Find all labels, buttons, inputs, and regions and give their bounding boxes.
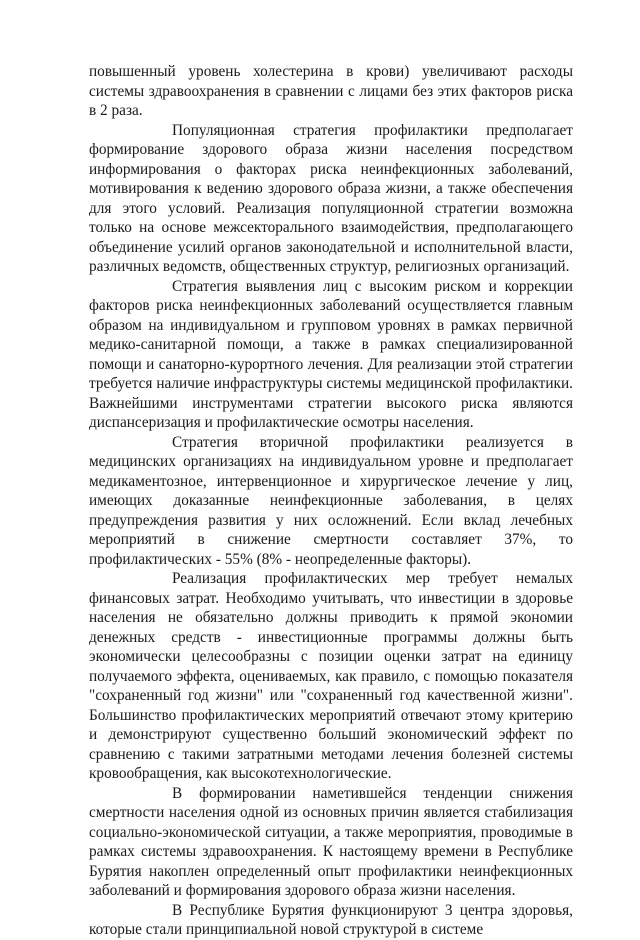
- document-body: [89, 62, 573, 940]
- paragraph-health-centers: В Республике Бурятия функционируют 3 центра здоровья, которые стали принципиальной новой структурой в системе: [89, 901, 573, 938]
- paragraph-continued: повышенный уровень холестерина в крови) увеличивают расходы системы здравоохранения в сравнении с лицами без этих факторов риска в 2 раза.: [89, 63, 573, 119]
- paragraph-financial-costs: Реализация профилактических мер требует немалых финансовых затрат. Необходимо учитывать, что инвестиции в здоровье населения не обязательно должны приводить к прямой экономии денежных средств - инвестиционные программы должны быть экономически целесообразны с позиции оценки затрат на единицу получаемого эффекта, оцениваемых, как правило, с помощью показателя "сохраненный год жизни" или "сохраненный год качественной жизни". Большинство профилактических мероприятий отвечают этому критерию и демонстрируют существенно больший экономический эффект по сравнению с такими затратными методами лечения болезней системы кровообращения, как высокотехнологические.: [89, 570, 573, 782]
- paragraph-mortality-trend: В формировании наметившейся тенденции снижения смертности населения одной из основных причин является стабилизация социально-экономической ситуации, а также мероприятия, проводимые в рамках системы здравоохранения. К настоящему времени в Республике Бурятия накоплен определенный опыт профилактики неинфекционных заболеваний и формирования здорового образа жизни населения.: [89, 784, 573, 899]
- paragraph-population-strategy: Популяционная стратегия профилактики предполагает формирование здорового образа жизни населения посредством информирования о факторах риска неинфекционных заболеваний, мотивирования к ведению здорового образа жизни, а также обеспечения для этого условий. Реализация популяционной стратегии возможна только на основе межсекторального взаимодействия, предполагающего объединение усилий органов законодательной и исполнительной власти, различных ведомств, общественных структур, религиозных организаций.: [89, 121, 573, 275]
- paragraph-secondary-prevention: Стратегия вторичной профилактики реализуется в медицинских организациях на индивидуальном уровне и предполагает медикаментозное, интервенционное и хирургическое лечение у лиц, имеющих доказанные неинфекционные заболевания, в целях предупреждения развития у них осложнений. Если вклад лечебных мероприятий в снижение смертности составляет 37%, то профилактических - 55% (8% - неопределенные факторы).: [89, 433, 573, 568]
- paragraph-high-risk-strategy: Стратегия выявления лиц с высоким риском и коррекции факторов риска неинфекционных заболеваний осуществляется главным образом на индивидуальном и групповом уровнях в рамках первичной медико-санитарной помощи, а также в рамках специализированной помощи и санаторно-курортного лечения. Для реализации этой стратегии требуется наличие инфраструктуры системы медицинской профилактики. Важнейшими инструментами стратегии высокого риска являются диспансеризация и профилактические осмотры населения.: [89, 277, 573, 431]
